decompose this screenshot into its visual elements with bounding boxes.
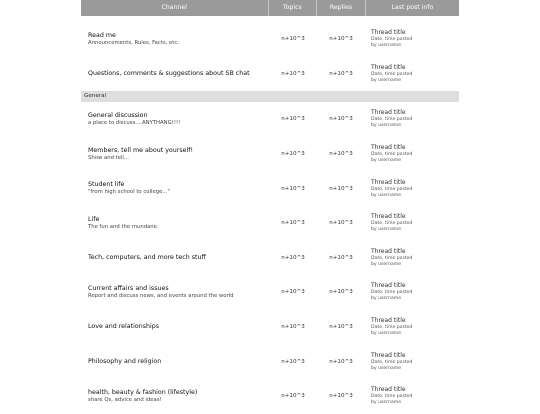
replies-count: n+10^3 (329, 289, 353, 296)
channel-row[interactable] (81, 22, 459, 57)
channel-description: Report and discuss news, and events around the world (88, 292, 234, 299)
channel-title-link[interactable]: Life (88, 215, 100, 223)
topics-count: n+10^3 (281, 358, 305, 365)
topics-count: n+10^3 (281, 393, 305, 400)
channel-cell (81, 32, 269, 47)
channel-cell (81, 254, 269, 262)
last-post-cell (365, 213, 459, 233)
header-last-post: Last post info (365, 0, 459, 16)
replies-count: n+10^3 (329, 358, 353, 365)
channel-cell (81, 216, 269, 231)
last-post-thread-link[interactable]: Thread title (371, 247, 406, 255)
last-post-thread-link[interactable]: Thread title (371, 317, 406, 325)
channel-title-link[interactable]: Student life (88, 181, 125, 189)
replies-count: n+10^3 (329, 36, 353, 43)
last-post-user-link[interactable]: by username (371, 296, 402, 302)
last-post-cell (365, 386, 459, 406)
last-post-date: Date, time posted (371, 255, 413, 261)
last-post-user-link[interactable]: by username (371, 158, 402, 164)
last-post-user-link[interactable]: by username (371, 77, 402, 83)
channel-title-link[interactable]: Philosophy and religion (88, 357, 162, 365)
last-post-thread-link[interactable]: Thread title (371, 178, 406, 186)
last-post-cell (365, 248, 459, 268)
replies-count: n+10^3 (329, 151, 353, 158)
last-post-user-link[interactable]: by username (371, 365, 402, 371)
last-post-user-link[interactable]: by username (371, 400, 402, 406)
last-post-user-link[interactable]: by username (371, 43, 402, 49)
channel-cell (81, 285, 269, 300)
last-post-cell (365, 109, 459, 129)
channel-row[interactable] (81, 379, 459, 414)
channel-cell (81, 147, 269, 162)
last-post-user-link[interactable]: by username (371, 227, 402, 233)
last-post-thread-link[interactable]: Thread title (371, 109, 406, 117)
channel-row[interactable] (81, 137, 459, 172)
last-post-cell (365, 317, 459, 337)
channel-description: Show and tell... (88, 154, 129, 161)
channel-title-link[interactable]: health, beauty & fashion (lifestyle) (88, 388, 198, 396)
header-replies: Replies (316, 0, 365, 16)
channel-row[interactable] (81, 57, 459, 92)
last-post-cell (365, 64, 459, 84)
channel-title-link[interactable]: Read me (88, 31, 116, 39)
channel-row[interactable] (81, 206, 459, 241)
header-channel: Channel (161, 4, 187, 11)
last-post-date: Date, time posted (371, 71, 413, 77)
last-post-thread-link[interactable]: Thread title (371, 213, 406, 221)
channel-row[interactable] (81, 344, 459, 379)
replies-count: n+10^3 (329, 70, 353, 77)
last-post-cell (365, 179, 459, 199)
topics-count: n+10^3 (281, 324, 305, 331)
last-post-date: Date, time posted (371, 359, 413, 365)
channel-title-link[interactable]: Questions, comments & suggestions about SB chat (88, 69, 250, 77)
last-post-date: Date, time posted (371, 37, 413, 43)
replies-count: n+10^3 (329, 116, 353, 123)
channel-row[interactable] (81, 171, 459, 206)
replies-count: n+10^3 (329, 254, 353, 261)
channel-cell (81, 358, 269, 366)
channel-description: The fun and the mundane. (88, 223, 159, 230)
channel-row[interactable] (81, 241, 459, 276)
last-post-cell (365, 352, 459, 372)
channel-title-link[interactable]: General discussion (88, 111, 148, 119)
topics-count: n+10^3 (281, 70, 305, 77)
table-header (81, 0, 459, 16)
section-header-general: General (81, 91, 459, 102)
last-post-date: Date, time posted (371, 290, 413, 296)
last-post-date: Date, time posted (371, 221, 413, 227)
last-post-date: Date, time posted (371, 152, 413, 158)
topics-count: n+10^3 (281, 289, 305, 296)
channel-description: a place to discuss....ANYTHANG!!!! (88, 119, 181, 126)
replies-count: n+10^3 (329, 220, 353, 227)
channel-row[interactable] (81, 310, 459, 345)
last-post-user-link[interactable]: by username (371, 192, 402, 198)
channel-title-link[interactable]: Current affairs and issues (88, 284, 169, 292)
last-post-thread-link[interactable]: Thread title (371, 63, 406, 71)
topics-count: n+10^3 (281, 220, 305, 227)
last-post-user-link[interactable]: by username (371, 123, 402, 129)
channel-title-link[interactable]: Members, tell me about yourself! (88, 146, 194, 154)
last-post-thread-link[interactable]: Thread title (371, 144, 406, 152)
general-channel-list (81, 102, 459, 413)
topics-count: n+10^3 (281, 185, 305, 192)
last-post-user-link[interactable]: by username (371, 331, 402, 337)
header-topics: Topics (268, 0, 317, 16)
replies-count: n+10^3 (329, 185, 353, 192)
channel-row[interactable] (81, 275, 459, 310)
channel-row[interactable] (81, 102, 459, 137)
last-post-date: Date, time posted (371, 117, 413, 123)
last-post-date: Date, time posted (371, 394, 413, 400)
topics-count: n+10^3 (281, 151, 305, 158)
channel-cell (81, 181, 269, 196)
channel-cell (81, 323, 269, 331)
last-post-thread-link[interactable]: Thread title (371, 386, 406, 394)
top-channel-list (81, 22, 459, 91)
channel-description: "from high school to college..." (88, 189, 170, 196)
replies-count: n+10^3 (329, 324, 353, 331)
replies-count: n+10^3 (329, 393, 353, 400)
channel-cell (81, 112, 269, 127)
forum-table (81, 0, 459, 414)
channel-cell (81, 389, 269, 404)
channel-description: share Qs, advice and ideas! (88, 396, 162, 403)
channel-cell (81, 70, 269, 78)
channel-title-link[interactable]: Tech, computers, and more tech stuff (88, 253, 206, 261)
last-post-thread-link[interactable]: Thread title (371, 282, 406, 290)
channel-description: Announcements, Rules, Facts, etc. (88, 39, 179, 46)
last-post-cell (365, 282, 459, 302)
last-post-cell (365, 144, 459, 164)
last-post-date: Date, time posted (371, 325, 413, 331)
last-post-date: Date, time posted (371, 186, 413, 192)
last-post-thread-link[interactable]: Thread title (371, 29, 406, 37)
last-post-thread-link[interactable]: Thread title (371, 351, 406, 359)
topics-count: n+10^3 (281, 254, 305, 261)
topics-count: n+10^3 (281, 116, 305, 123)
channel-title-link[interactable]: Love and relationships (88, 323, 159, 331)
last-post-cell (365, 29, 459, 49)
topics-count: n+10^3 (281, 36, 305, 43)
last-post-user-link[interactable]: by username (371, 261, 402, 267)
